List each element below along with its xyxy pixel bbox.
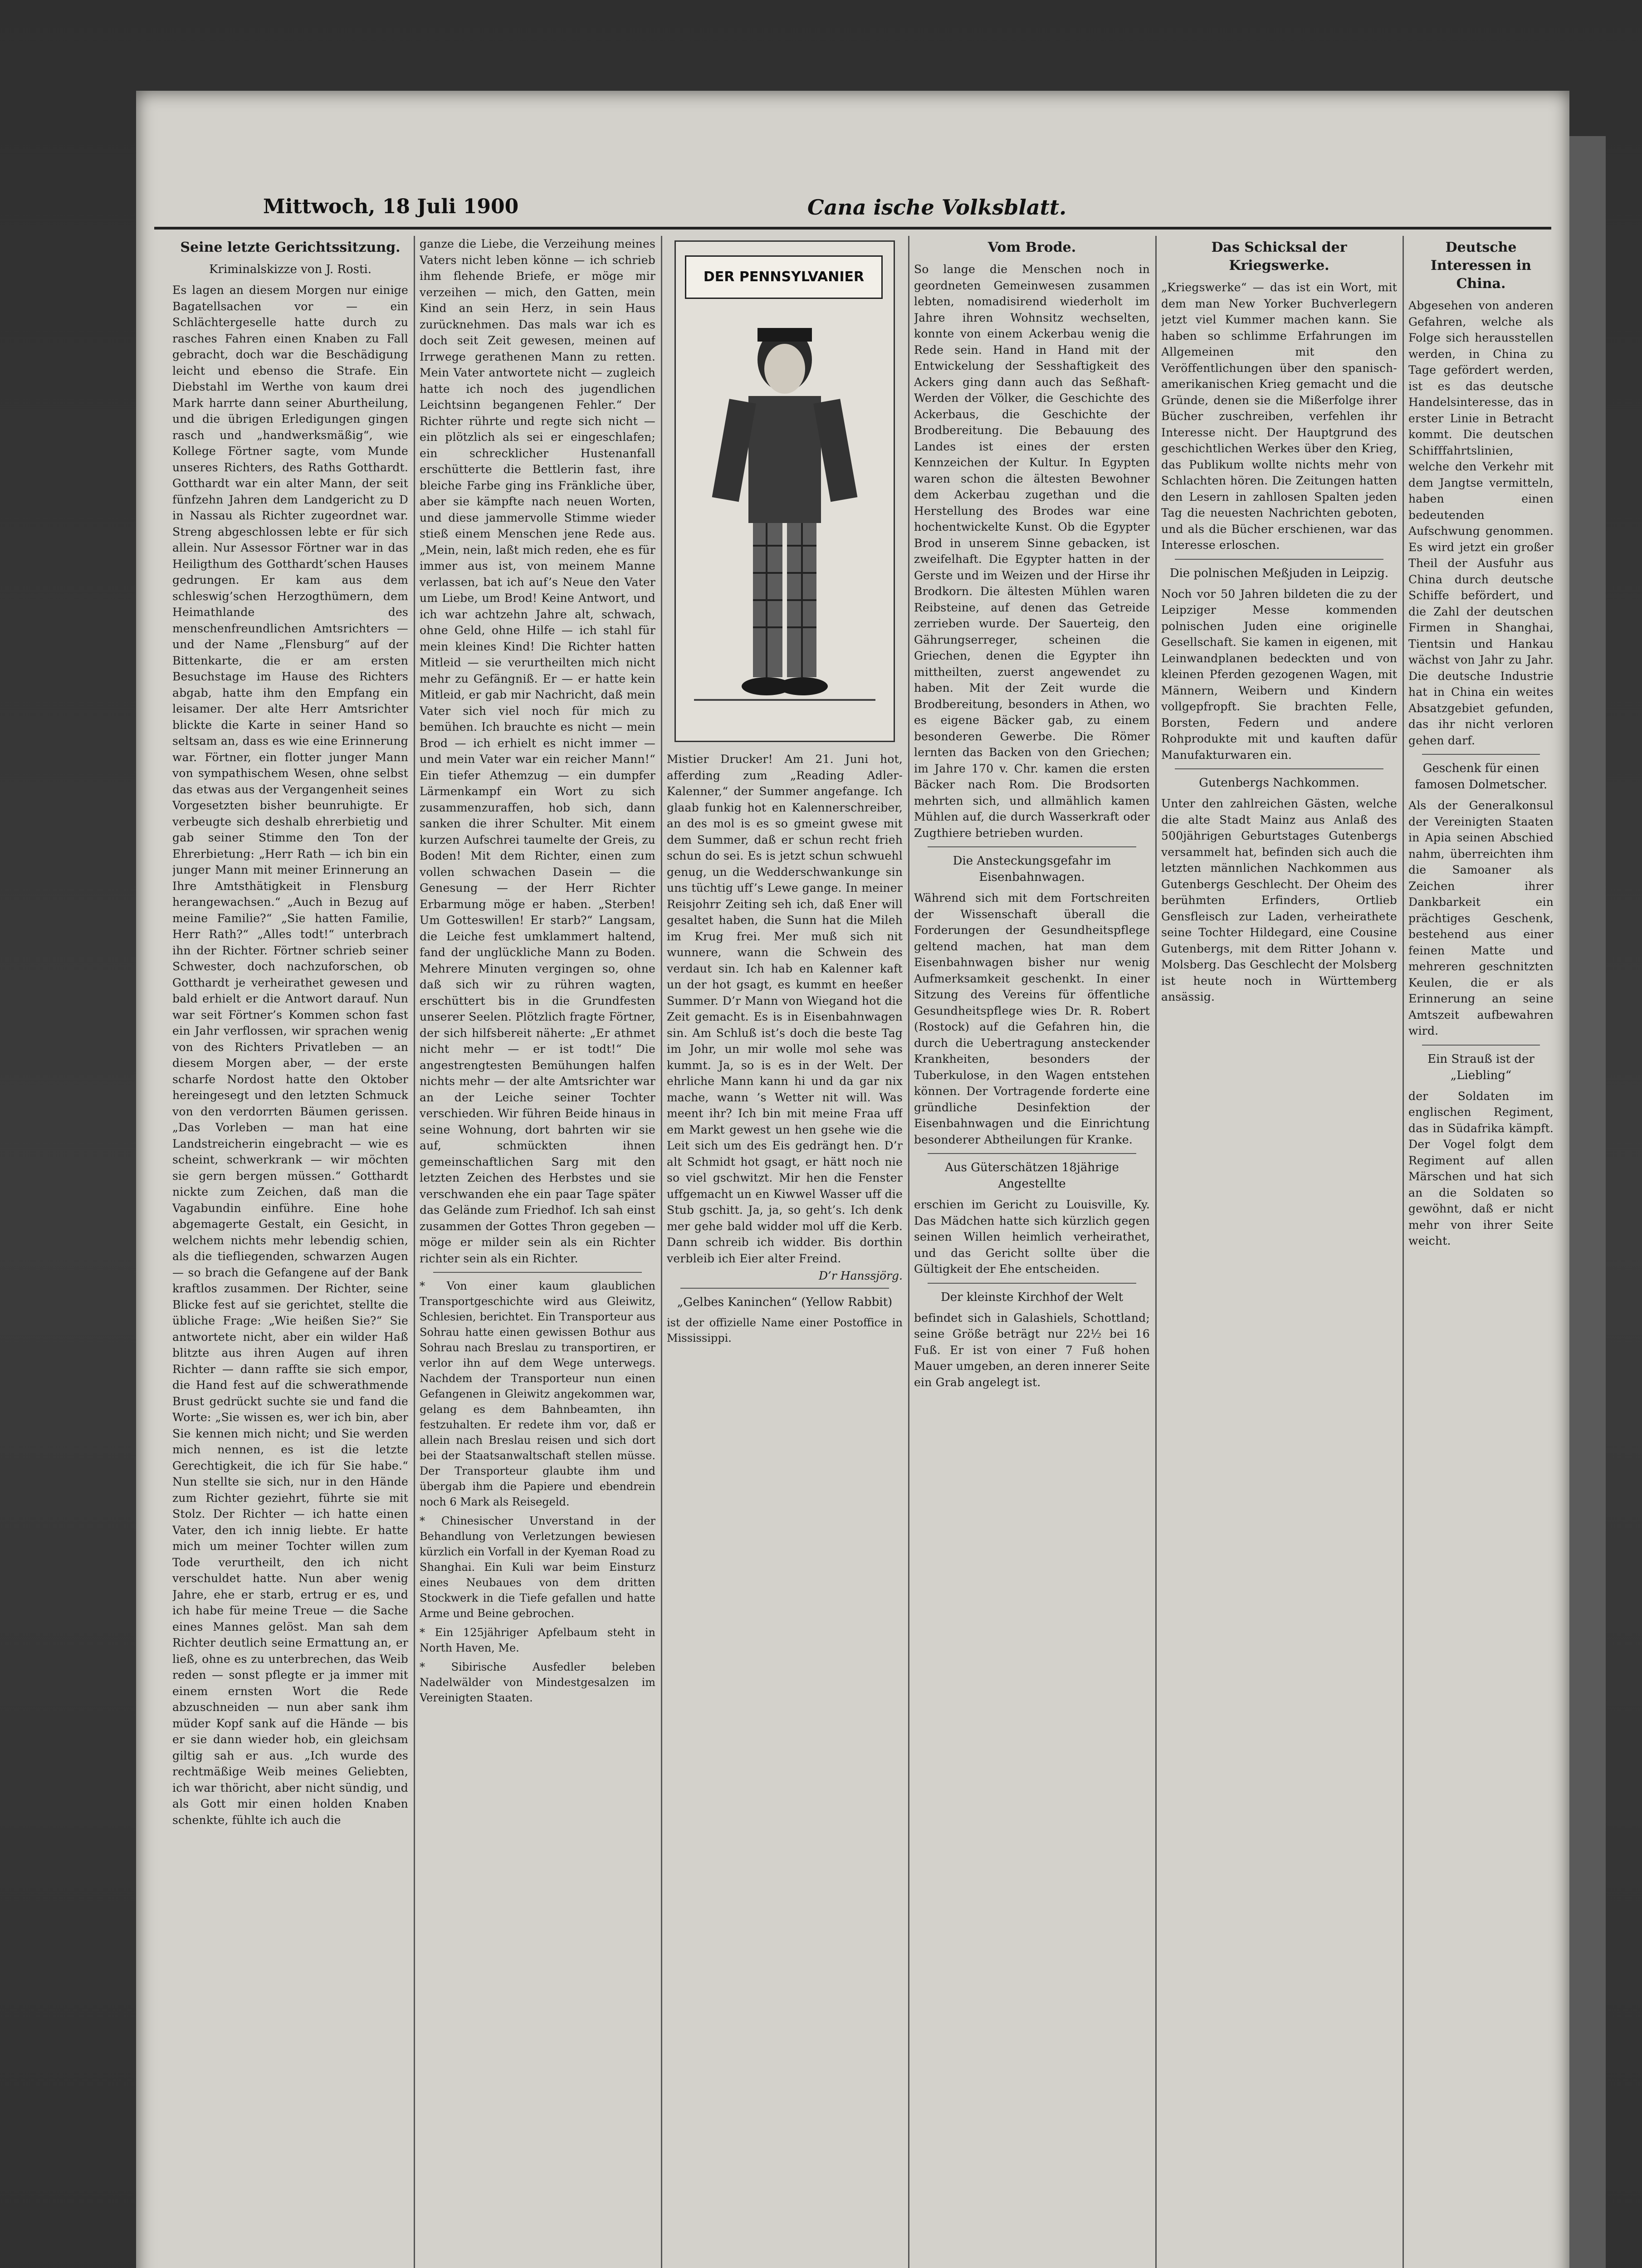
man-figure-illustration (694, 310, 875, 727)
divider (1175, 559, 1383, 560)
article-body: Als der Generalkonsul der Vereinigten Staaten in Apia seinen Abschied nahm, überreichten ihm die Samoaner als Zeichen ihrer Dankbarkeit ein prächtiges Geschenk, bestehend aus einer feinen Matte und mehreren geschnitzten Keulen, die er als Erinnerung an seine Amtszeit aufbewahren wird. (1408, 799, 1554, 1037)
article-subtitle: Der kleinste Kirchhof der Welt (940, 1290, 1124, 1304)
divider (1175, 768, 1383, 769)
article-subtitle: Gutenbergs Nachkommen. (1199, 776, 1359, 790)
divider (928, 846, 1136, 847)
news-item: * Ein 125jähriger Apfelbaum steht in North Haven, Me. (420, 1626, 655, 1654)
article-body: der Soldaten im englischen Regiment, das in Südafrika kämpft. Der Vogel folgt dem Regiment auf allen Märschen und hat sich an die Soldaten so gewöhnt, daß er nicht mehr von ihrer Seite weicht. (1408, 1089, 1554, 1247)
column-2 (420, 236, 655, 2268)
article-body: Noch vor 50 Jahren bildeten die zu der Leipziger Messe kommenden polnischen Juden eine originelle Gesellschaft. Sie kamen in eigenen, mit Leinwandplanen bedeckten und von kleinen Pferden gezogenen Wagen, mit Männern, Weibern und Kindern vollgepfropft. Sie brachten Felle, Borsten, Federn und andere Rohprodukte mit und kauften dafür Manufakturwaren ein. (1161, 587, 1397, 762)
article-body: Unter den zahlreichen Gästen, welche die alte Stadt Mainz aus Anlaß des 500jährigen Geburtstages Gutenbergs versammelt hat, befinden sich auch die letzten männlichen Nachkommen aus Gutenbergs Geschlecht. Der Oheim des berühmten Erfinders, Ortlieb Gensfleisch zur Laden, verheirathete seine Tochter Hildegard, eine Cousine Gutenbergs, mit dem Ritter Johann v. Molsberg. Das Geschlecht der Molsberg ist heute noch in Württemberg ansässig. (1161, 797, 1397, 1003)
news-item: ist der offizielle Name einer Postoffice in Mississippi. (667, 1316, 903, 1344)
article-subtitle: Kriminalskizze von J. Rosti. (209, 263, 372, 276)
article-title: Seine letzte Gerichtssitzung. (180, 240, 401, 255)
divider (928, 1153, 1136, 1154)
article-body: Während sich mit dem Fortschreiten der Wissenschaft überall die Forderungen der Gesundheitspflege geltend machen, hat man dem Eisenbahnwagen bisher nur wenig Aufmerksamkeit geschenkt. In einer Sitzung des Vereins für öffentliche Gesundheitspflege wies Dr. R. Robert (Rostock) auf die Gefahren hin, die durch die Uebertragung ansteckender Krankheiten, besonders der Tuberkulose, in den Wagen entstehen können. Der Vortragende forderte eine gründliche Desinfektion der Eisenbahnwagen und die Einrichtung besonderer Abtheilungen für Kranke. (914, 891, 1150, 1146)
column-4 (914, 236, 1150, 2268)
column-separator (1155, 236, 1157, 2268)
article-subtitle: Ein Strauß ist der „Liebling“ (1427, 1052, 1534, 1082)
article-subtitle: Die Ansteckungsgefahr im Eisenbahnwagen. (953, 854, 1111, 884)
article-subtitle: Geschenk für einen famosen Dolmetscher. (1414, 762, 1548, 792)
newspaper-page (136, 91, 1569, 2268)
article-body: Es lagen an diesem Morgen nur einige Bagatellsachen vor — ein Schlächtergeselle hatte durch zu rasches Fahren einen Knaben zu Fall gebracht, doch war die Beschädigung leicht und ebenso die Strafe. Ein Diebstahl im Werthe von kaum drei Mark harrte dann seiner Aburtheilung, und die übrigen Erledigungen gingen rasch und „handwerksmäßig“, wie Kollege Förtner sagte, vom Munde unseres Richters, des Raths Gotthardt. Gotthardt war ein alter Mann, der seit fünfzehn Jahren dem Landgericht zu D in Nassau als Richter zugeordnet war. Streng abgeschlossen lebte er für sich allein. Nur Assessor Förtner war in das Heiligthum des Gotthardt’schen Hauses gedrungen. Er kam aus dem schleswig’schen Herzogthümern, dem Heimathlande des menschenfreundlichen Amtsrichters — und der Name „Flensburg“ auf der Bittenkarte, die er am ersten Besuchstage im Hause des Richters abgab, hatte ihm den Empfang ein leisamer. Der alte Herr Amtsrichter blickte die Karte in seiner Hand so seltsam an, dass es wie eine Erinnerung war. Förtner, ein flotter junger Mann von sympathischem Wesen, ohne selbst das etwas aus der Vergangenheit seines Vorgesetzten bisher beunruhigte. Er verbeugte sich deshalb ehrerbietig und gab seiner Stimme den Ton der Ehrerbietung: „Herr Rath — ich bin ein junger Mann mit meiner Erinnerung an Ihre Amtsthätigkeit in Flensburg herangewachsen.“ „Auch in Bezug auf meine Familie?“ „Sie hatten Familie, Herr Rath?“ „Alles todt!“ unterbrach ihn der Richter. Förtner schrieb seiner Schwester, doch nachzuforschen, ob Gotthardt je verheirathet gewesen und bald erhielt er die Antwort darauf. Nun war seit Förtner’s Kommen schon fast ein Jahr verflossen, wir sprachen wenig von des Richters Privatleben — an diesem Morgen aber, — der erste scharfe Nordost hatte den Oktober hereingesegt und den letzten Schmuck von den verdorrten Bäumen gerissen. „Das Vorleben — man hat eine Landstreicherin eingebracht — wie es scheint, schwerkrank — wir möchten sie gern bergen müssen.“ Gotthardt nickte zum Zeichen, daß man die Vagabundin einführe. Eine hohe abgemagerte Gestalt, ein Gesicht, in welchem nichts mehr lebendig schien, als die tiefliegenden, schwarzen Augen — so brach die Gefangene auf der Bank kraftlos zusammen. Der Richter, seine Blicke fest auf sie gerichtet, stellte die übliche Frage: „Wie heißen Sie?“ Sie antwortete nicht, aber ein wilder Haß blitzte aus ihren Augen auf ihren Richter — dann raffte sie sich empor, die Hand fest auf die schwerathmende Brust gedrückt suchte sie und fand die Worte: „Sie wissen es, wer ich bin, aber Sie kennen mich nicht; und Sie werden mich nennen, es ist die letzte Gerechtigkeit, die ich für Sie habe.“ Nun stellte sie sich, nur in den Hände zum Richter geziehrt, führte sie mit Stolz. Der Richter — ich hatte einen Vater, den ich innig liebte. Er hatte mich um meiner Tochter willen zum Tode verurtheilt, den ich nicht verschuldet hatte. Nun aber wenig Jahre, ehe er starb, ertrug er es, und ich habe für meine Treue — die Sache eines Mannes gelöst. Man sah dem Richter deutlich seine Ermattung an, er ließ, ohne es zu unterbrechen, das Weib reden — sonst pflegte er ja immer mit einem ernsten Wort die Rede abzuschneiden — nun aber sank ihm müder Kopf sank auf die Hände — bis er sie dann wieder hob, ein gleichsam giltig sah er aus. „Ich wurde des rechtmäßige Weib meines Geliebten, ich war thöricht, aber nicht sündig, und als Gott mir einen holden Knaben schenkte, fühlte ich auch die (172, 284, 408, 1827)
article-body: „Kriegswerke“ — das ist ein Wort, mit dem man New Yorker Buchverlegern jetzt viel Kummer machen kann. Sie haben so schlimme Erfahrungen im Allgemeinen mit den Veröffentlichungen über den spanisch-amerikanischen Krieg gemacht und die Gründe, denen sie die Mißerfolge ihrer Bücher zuschreiben, verfehlen ihr Interesse nicht. Der Hauptgrund des geschichtlichen Werkes über den Krieg, das Publikum wollte nichts mehr von Schlachten hören. Die Zeitungen hatten den Lesern in zahllosen Spalten jeden Tag die neuesten Nachrichten geboten, und als die Bücher erschienen, war das Interesse erloschen. (1161, 281, 1397, 552)
column-separator (661, 236, 662, 2268)
issue-date: Mittwoch, 18 Juli 1900 (263, 195, 519, 218)
column-separator (908, 236, 909, 2268)
news-item: * Chinesischer Unverstand in der Behandlung von Verletzungen bewiesen kürzlich ein Vorfall in der Kyeman Road zu Shanghai. Ein Kuli war beim Einsturz eines Neubaues von dem dritten Stockwerk in die Tiefe gefallen und hatte Arme und Beine gebrochen. (420, 1515, 655, 1620)
divider (680, 1288, 889, 1289)
article-title: Das Schicksal der Kriegswerke. (1211, 240, 1347, 274)
news-item: * Von einer kaum glaublichen Transportgeschichte wird aus Gleiwitz, Schlesien, berichtet. Ein Transporteur aus Sohrau hatte einen gewissen Bothur aus Sohrau nach Breslau zu transportiren, er verlor ihn auf dem Wege unterwegs. Nachdem der Transporteur nun einen Gefangenen in Gleiwitz angekommen war, gelang es dem Bahnbeamten, ihn festzuhalten. Er redete ihm vor, daß er allein nach Breslau reisen und sich dort bei der Staatsanwaltschaft stellen müsse. Der Transporteur glaubte ihm und übergab ihm die Papiere und ebendrein noch 6 Mark als Reisegeld. (420, 1280, 655, 1508)
illustration-title: DER PENNSYLVANIER (685, 255, 883, 299)
news-item: * Sibirische Ausfedler beleben Nadelwälder von Mindestgesalzen im Vereinigten Staaten. (420, 1661, 655, 1704)
article-title: Deutsche Interessen in China. (1430, 240, 1531, 292)
divider (928, 1283, 1136, 1284)
column-6 (1408, 236, 1554, 2268)
column-3 (667, 236, 903, 2268)
news-item-title: „Gelbes Kaninchen“ (Yellow Rabbit) (677, 1295, 893, 1309)
divider (1422, 1045, 1540, 1046)
article-title: Vom Brode. (987, 240, 1076, 255)
article-body: Abgesehen von anderen Gefahren, welche als Folge sich herausstellen werden, in China zu Tage gefördert werden, ist es das deutsche Handelsinteresse, das in erster Linie in Betracht kommt. Die deutschen Schifffahrtslinien, welche den Verkehr mit dem Jangtse vermitteln, haben einen bedeutenden Aufschwung genommen. Es wird jetzt ein großer Theil der Ausfuhr aus China durch deutsche Schiffe befördert, und die Zahl der deutschen Firmen in Shanghai, Tientsin und Hankau wächst von Jahr zu Jahr. Die deutsche Industrie hat in China ein weites Absatzgebiet gefunden, das ihr nicht verloren gehen darf. (1408, 299, 1554, 747)
article-body: Mistier Drucker! Am 21. Juni hot, afferding zum „Reading Adler-Kalenner,“ der Summer angefange. Ich glaab funkig hot en Kalennerschreiber, an des mol is es so gmeint gwese mit dem Summer, daß er schun recht frieh schun do sei. Es is jetzt schun schwuehl genug, un die Wedderschwankunge sin uns tüchtig uff’s Lewe gange. In meiner Reisjohrr Zeiting seh ich, daß Ener will gesaltet haben, die Sunn hat die Mileh im Krug frei. Mer muß sich nit wunnere, wann die Schwein des verdaut sin. Ich hab en Kalenner kaft un der hot gsagt, es kummt en heeßer Summer. D’r Mann von Wiegand hot die Zeit gemacht. Es is in Eisenbahnwagen sin. Am Schluß ist’s doch die beste Tag im Johr, un mir wolle mol sehe was kummt. Ja, so is es in der Welt. Der ehrliche Mann kann hi und da gar nix mache, wann ’s Wetter nit will. Was meent ihr? Ich bin mit meine Fraa uff em Markt gewest un hen gsehe wie die Leit sich um des Eis gedrängt hen. D’r alt Schmidt hot gsagt, er hätt noch nie so viel gschwitzt. Mir hen die Fenster uffgemacht un en Kiwwel Wasser uff die Stub gschitt. Ja, ja, so geht’s. Ich denk mer gehe bald widder mol uff die Kerb. Dann schreib ich widder. Bis dorthin verbleib ich Eier alter Freind. (667, 753, 903, 1265)
masthead-rule (154, 227, 1551, 230)
article-body: So lange die Menschen noch in geordneten Gemeinwesen zusammen lebten, nomadisirend wiederholt im Jahre ihren Wohnsitz wechselten, konnte von einem Ackerbau wenig die Rede sein. Hand in Hand mit der Entwickelung der Sesshaftigkeit des Ackers ging dann auch das Seßhaft-Werden der Völker, die Geschichte des Ackerbaus, die Geschichte der Brodbereitung. Die Bebauung des Landes ist eines der ersten Kennzeichen der Kultur. In Egypten waren schon die ältesten Bewohner dem Ackerbau zugethan und die Herstellung des Brodes war eine hochentwickelte Kunst. Ob die Egypter Brod in unserem Sinne gebacken, ist zweifelhaft. Die Egypter hatten in der Gerste und im Weizen und der Hirse ihr Brodkorn. Die ältesten Mühlen waren Reibsteine, auf denen das Getreide zerrieben wurde. Der Sauerteig, den Gährungserreger, scheinen die Griechen, denen die Egypter ihn mittheilten, zuerst angewendet zu haben. Mit der Zeit wurde die Brodbereitung, besonders in Athen, wo es eigene Bäcker gab, zu einem besonderen Gewerbe. Die Römer lernten das Backen von den Griechen; im Jahre 170 v. Chr. kamen die ersten Bäcker nach Rom. Die Brodsorten mehrten sich, und allmählich kamen Mühlen auf, die durch Wasserkraft oder Zugthiere betrieben wurden. (914, 263, 1150, 840)
column-separator (414, 236, 415, 2268)
column-1 (172, 236, 408, 2268)
newspaper-title: Cana ische Volksblatt. (807, 195, 1067, 220)
author-signature: D’r Hanssjörg. (818, 1269, 903, 1282)
article-subtitle: Die polnischen Meßjuden in Leipzig. (1169, 566, 1389, 580)
divider (433, 1272, 642, 1273)
article-subtitle: Aus Güterschätzen 18jährige Angestellte (945, 1161, 1119, 1191)
divider (1422, 754, 1540, 755)
column-5 (1161, 236, 1397, 2268)
adjacent-page-edge (1569, 136, 1606, 2268)
article-body: ganze die Liebe, die Verzeihung meines Vaters nicht leben könne — ich schrieb ihm flehende Briefe, er möge mir verzeihen — mich, den Gatten, mein Kind an sein Herz, in sein Haus zurücknehmen. Das mals war ich es doch seit Zeit gewesen, meinen auf Irrwege gerathenen Mann zu retten. Mein Vater antwortete nicht — zugleich hatte ich noch des jugendlichen Leichtsinn begangenen Fehler.“ Der Richter rührte und regte sich nicht — ein plötzlich als sei er eingeschlafen; ein schrecklicher Hustenanfall erschütterte die Bettlerin fast, ihre bleiche Farbe ging ins Fränkliche über, aber sie kämpfte nach neuen Worten, und diese jammervolle Stimme wieder stieß einem Menschen jene Rede aus. „Mein, nein, laßt mich reden, ehe es für immer aus ist, von meinem Manne verlassen, bat ich auf’s Neue den Vater um Liebe, um Brod! Keine Antwort, und ich war achtzehn Jahre alt, schwach, ohne Geld, ohne Hilfe — ich stahl für mein kleines Kind! Die Richter hatten Mitleid — sie verurtheilten mich nicht mehr zu Gefängniß. Er — er hatte kein Mitleid, er gab mir Nachricht, daß mein Vater sich viel noch für mich zu bemühen. Ich brauchte es nicht — mein Brod — ich erhielt es nicht immer — und mein Vater war ein reicher Mann!“ Ein tiefer Athemzug — ein dumpfer Lärmenkampf ein Wort zu sich zusammenzuraffen, hob sich, dann sanken die ihrer Schulter. Mit einem kurzen Aufschrei taumelte der Greis, zu Boden! Mit dem Richter, einen zum vollen schwachen Dasein — die Genesung — der Herr Richter Erbarmung möge er haben. „Sterben! Um Gotteswillen! Er starb?“ Langsam, die Leiche fest umklammert haltend, fand der unglückliche Mann zu Boden. Mehrere Minuten vergingen so, ohne daß sich wir zu rühren wagten, erschüttert bis in die Grundfesten unserer Seelen. Plötzlich fragte Förtner, der sich hilfsbereit näherte: „Er athmet nicht mehr — er ist todt!“ Die angestrengtesten Bemühungen halfen nichts mehr — der alte Amtsrichter war an der Leiche seiner Tochter verschieden. Wir führen Beide hinaus in seine Wohnung, dort bahrten wir sie auf, schmückten ihnen gemeinschaftlichen Sarg mit den letzten Zeichen des Herbstes und sie verschwanden ehe ein paar Tage später das Gelände zum Friedhof. Ich sah einst zusammen der Gottes Thron gegeben — möge er milder sein als ein Richter richter sein als ein Richter. (420, 237, 655, 1265)
column-separator (1403, 236, 1404, 2268)
masthead (154, 195, 1551, 227)
article-body: erschien im Gericht zu Louisville, Ky. Das Mädchen hatte sich kürzlich gegen seinen Willen heimlich verheirathet, und das Gericht sollte über die Gültigkeit der Ehe entscheiden. (914, 1198, 1150, 1276)
pennsylvanier-illustration (674, 240, 895, 742)
article-body: befindet sich in Galashiels, Schottland; seine Größe beträgt nur 22½ bei 16 Fuß. Er ist von einer 7 Fuß hohen Mauer umgeben, an deren innerer Seite ein Grab angelegt ist. (914, 1311, 1150, 1389)
